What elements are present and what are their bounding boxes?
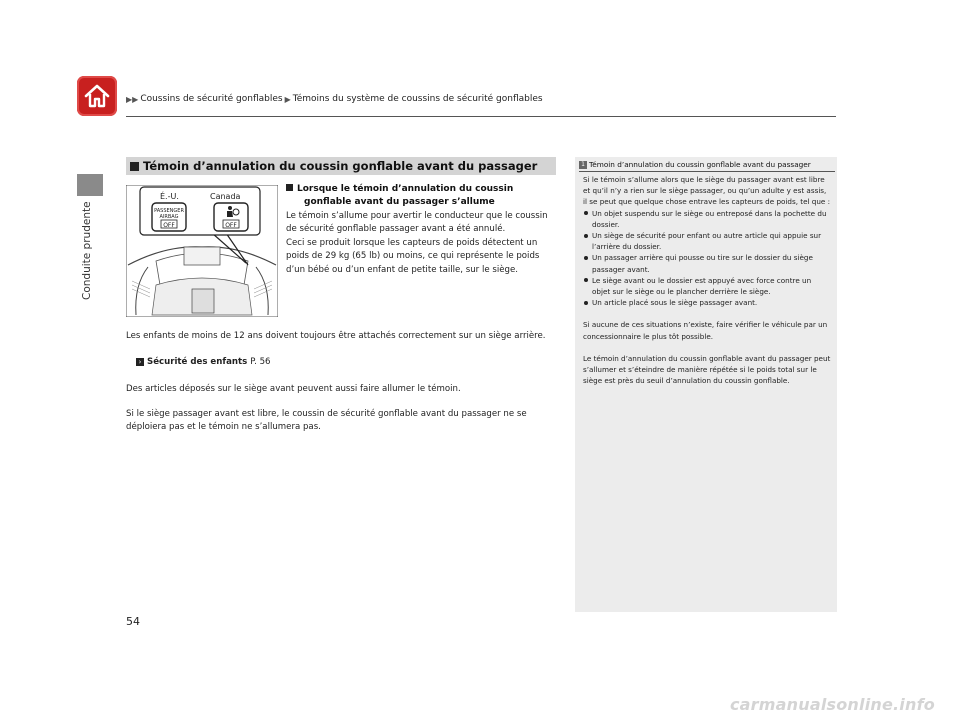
sidebar-para-dealer: Si aucune de ces situations n’existe, faire vérifier le véhicule par un concessionnaire le plus tôt possible. [583,320,828,341]
sidebar-title [579,158,835,172]
chapter-tab[interactable] [77,174,103,196]
section-title: Témoin d’annulation du coussin gonflable avant du passager [143,159,538,173]
list-item: Un siège de sécurité pour enfant ou autre article qui appuie sur l’arrière du dossier. [583,230,831,252]
breadcrumb-arrow-icon: ▶ [284,94,291,104]
dashboard-illustration [126,185,278,317]
subheading-bullet-icon [286,184,293,191]
section-heading [126,157,556,175]
list-item: Un objet suspendu sur le siège ou entreposé dans la pochette du dossier. [583,208,831,230]
breadcrumb [126,94,543,104]
breadcrumb-arrow-icon: ▶▶ [126,94,139,104]
label-us: É.-U. [160,192,179,201]
cross-reference-arrow-icon: › [136,358,144,366]
para-weight-sensors: Ceci se produit lorsque les capteurs de poids détectent un poids de 29 kg (65 lb) ou moins, ce qui représente le poids d’un bébé ou d’un enfant de petite taille, sur le siège. [286,237,540,275]
para-warning: Le témoin s’allume pour avertir le conducteur que le coussin de sécurité gonflable passager avant a été annulé. [286,211,548,235]
indicator-off-text-us: OFF [163,222,175,229]
section-bullet-icon [130,162,139,171]
cross-reference-page[interactable]: P. 56 [250,357,271,367]
cross-reference-label[interactable]: Sécurité des enfants [147,357,248,367]
label-canada: Canada [210,192,241,201]
sidebar-para-threshold: Le témoin d’annulation du coussin gonflable avant du passager peut s’allumer et s’éteindre de manière répétée si le poids total sur le siège est près du seuil d’annulation du coussin gonflable. [583,353,831,386]
indicator-off-text-ca: OFF [225,222,237,229]
breadcrumb-item-airbags[interactable]: Coussins de sécurité gonflables [140,94,283,104]
breadcrumb-item-indicators[interactable]: Témoins du système de coussins de sécurité gonflables [292,94,543,104]
para-articles: Des articles déposés sur le siège avant peuvent aussi faire allumer le témoin. [126,384,461,394]
sidebar-note-icon: 1 [579,161,587,169]
para-empty-seat: Si le siège passager avant est libre, le coussin de sécurité gonflable avant du passager ne se déploiera pas et le témoin ne s’allumera pas. [126,409,527,433]
home-button[interactable] [77,76,117,116]
indicator-description [286,210,558,277]
sidebar-intro: Si le témoin s’allume alors que le siège du passager avant est libre et qu’il n’y a rien sur le siège passager, ou qu’un adulte y est assis, il se peut que quelque chose entrave les capteurs de poids, tel que : [583,175,831,207]
page-number: 54 [126,615,140,628]
home-icon [83,82,111,110]
indicator-passenger-text: PASSENGER [154,208,184,214]
cross-reference-link[interactable] [136,357,271,367]
para-children: Les enfants de moins de 12 ans doivent toujours être attachés correctement sur un siège arrière. [126,331,546,341]
subheading-line2: gonflable avant du passager s’allume [304,197,495,207]
list-item: Le siège avant ou le dossier est appuyé avec force contre un objet sur le siège ou le plancher derrière le siège. [583,275,831,297]
list-item: Un article placé sous le siège passager avant. [583,297,831,308]
sidebar-body [583,174,831,386]
subheading [286,183,556,209]
sidebar-title-text: Témoin d’annulation du coussin gonflable avant du passager [589,160,811,169]
chapter-label: Conduite prudente [81,201,93,300]
indicator-airbag-text: AIRBAG [159,214,179,220]
watermark: carmanualsonline.info [730,695,935,714]
header-rule [126,116,836,117]
subheading-line1: Lorsque le témoin d’annulation du coussin [297,184,514,194]
list-item: Un passager arrière qui pousse ou tire sur le dossier du siège passager avant. [583,252,831,274]
sidebar-bullet-list [583,208,831,309]
